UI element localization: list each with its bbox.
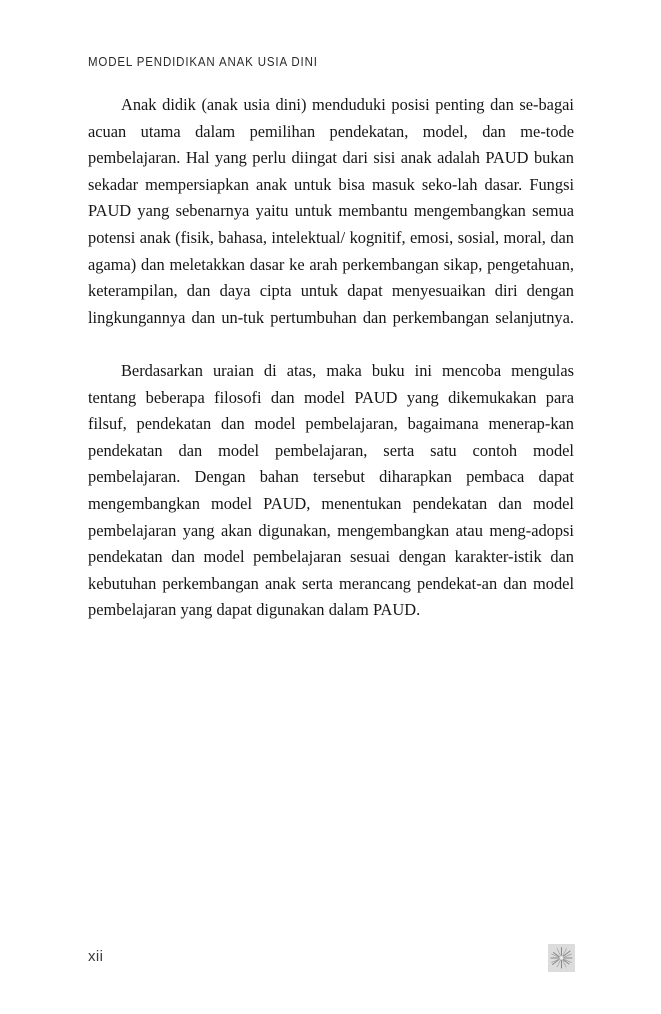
- body-text-block: [88, 92, 574, 624]
- page-footer: [0, 940, 661, 980]
- body-paragraph: Anak didik (anak usia dini) menduduki posisi penting dan se-bagai acuan utama dalam pemilihan pendekatan, model, dan me-tode pembelajaran. Hal yang perlu diingat dari sisi anak adalah PAUD bukan sekadar mempersiapkan anak untuk bisa masuk seko-lah dasar. Fungsi PAUD yang sebenarnya yaitu untuk membantu mengembangkan semua potensi anak (fisik, bahasa, intelektual/ kognitif, emosi, sosial, moral, dan agama) dan meletakkan dasar ke arah perkembangan sikap, pengetahuan, keterampilan, dan daya cipta untuk dapat menyesuaikan diri dengan lingkungannya dan un-tuk pertumbuhan dan perkembangan selanjutnya.: [88, 95, 574, 327]
- running-header: MODEL PENDIDIKAN ANAK USIA DINI: [88, 55, 318, 70]
- page-number: xii: [88, 948, 104, 965]
- body-paragraph: Berdasarkan uraian di atas, maka buku ini mencoba mengulas tentang beberapa filosofi dan model PAUD yang dikemukakan para filsuf, pendekatan dan model pembelajaran, bagaimana menerap-kan pendekatan dan model pembelajaran, serta satu contoh model pembelajaran. Dengan bahan tersebut diharapkan pembaca dapat mengembangkan model PAUD, menentukan pendekatan dan model pembelajaran yang akan digunakan, mengembangkan atau meng-adopsi pendekatan dan model pembelajaran sesuai dengan karakter-istik dan kebutuhan perkembangan anak serta merancang pendekat-an dan model pembelajaran yang dapat digunakan dalam PAUD.: [88, 360, 574, 620]
- decorative-star-ornament-icon: [548, 944, 575, 972]
